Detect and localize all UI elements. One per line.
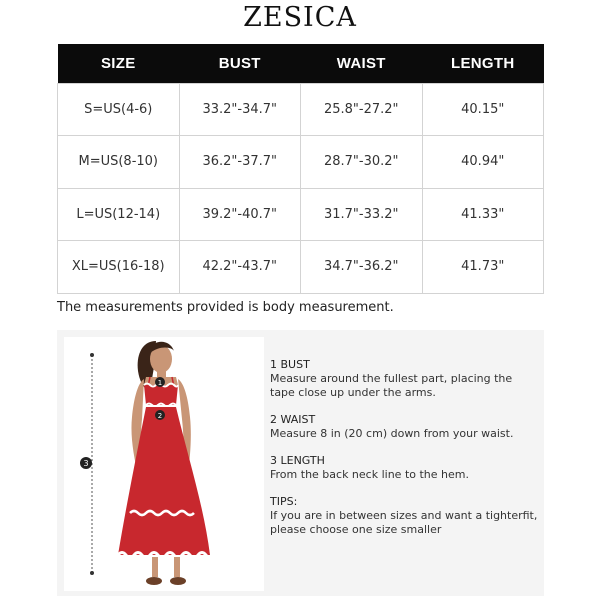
dress-illustration <box>64 337 264 591</box>
waist-heading: 2 WAIST <box>270 413 316 426</box>
waist-description: Measure 8 in (20 cm) down from your waist. <box>270 427 514 440</box>
tips-heading: TIPS: <box>270 495 298 508</box>
header-size: SIZE <box>58 44 180 83</box>
measurement-note: The measurements provided is body measurement. <box>57 300 394 315</box>
length-cell: 41.73" <box>422 241 544 294</box>
waist-cell: 34.7"-36.2" <box>301 241 423 294</box>
table-row <box>58 136 544 189</box>
length-cell: 41.33" <box>422 188 544 241</box>
size-cell: XL=US(16-18) <box>58 241 180 294</box>
size-cell: S=US(4-6) <box>58 83 180 136</box>
length-heading: 3 LENGTH <box>270 454 325 467</box>
bust-cell: 39.2"-40.7" <box>179 188 301 241</box>
bust-cell: 36.2"-37.7" <box>179 136 301 189</box>
leg-left <box>152 557 158 577</box>
waist-instruction <box>270 413 540 441</box>
shoe-left <box>146 577 162 585</box>
table-row <box>58 241 544 294</box>
length-bottom-dot <box>90 571 94 575</box>
waist-cell: 25.8"-27.2" <box>301 83 423 136</box>
header-bust: BUST <box>179 44 301 83</box>
brand-logo: ZESICA <box>243 2 357 33</box>
table-header-row <box>58 44 544 83</box>
model-figure <box>64 337 264 591</box>
table-row <box>58 188 544 241</box>
length-top-dot <box>90 353 94 357</box>
length-instruction <box>270 454 540 482</box>
size-chart-table <box>57 44 544 294</box>
table-row <box>58 83 544 136</box>
tips-section <box>270 495 540 537</box>
tips-description: If you are in between sizes and want a tighterfit, please choose one size smaller <box>270 509 538 536</box>
length-description: From the back neck line to the hem. <box>270 468 469 481</box>
length-cell: 40.15" <box>422 83 544 136</box>
bust-marker-label: 1 <box>157 379 163 387</box>
dress-bodice <box>144 385 178 405</box>
measurement-guide-panel <box>57 330 544 596</box>
size-cell: L=US(12-14) <box>58 188 180 241</box>
waist-cell: 31.7"-33.2" <box>301 188 423 241</box>
size-cell: M=US(8-10) <box>58 136 180 189</box>
header-waist: WAIST <box>301 44 423 83</box>
bust-cell: 33.2"-34.7" <box>179 83 301 136</box>
bust-description: Measure around the fullest part, placing the tape close up under the arms. <box>270 372 513 399</box>
waist-cell: 28.7"-30.2" <box>301 136 423 189</box>
header-length: LENGTH <box>422 44 544 83</box>
length-cell: 40.94" <box>422 136 544 189</box>
waist-marker-label: 2 <box>157 412 163 420</box>
bust-heading: 1 BUST <box>270 358 310 371</box>
shoe-right <box>170 577 186 585</box>
length-marker-label: 3 <box>83 459 89 468</box>
bust-cell: 42.2"-43.7" <box>179 241 301 294</box>
leg-right <box>174 557 180 577</box>
measurement-instructions <box>270 358 540 550</box>
bust-instruction <box>270 358 540 400</box>
